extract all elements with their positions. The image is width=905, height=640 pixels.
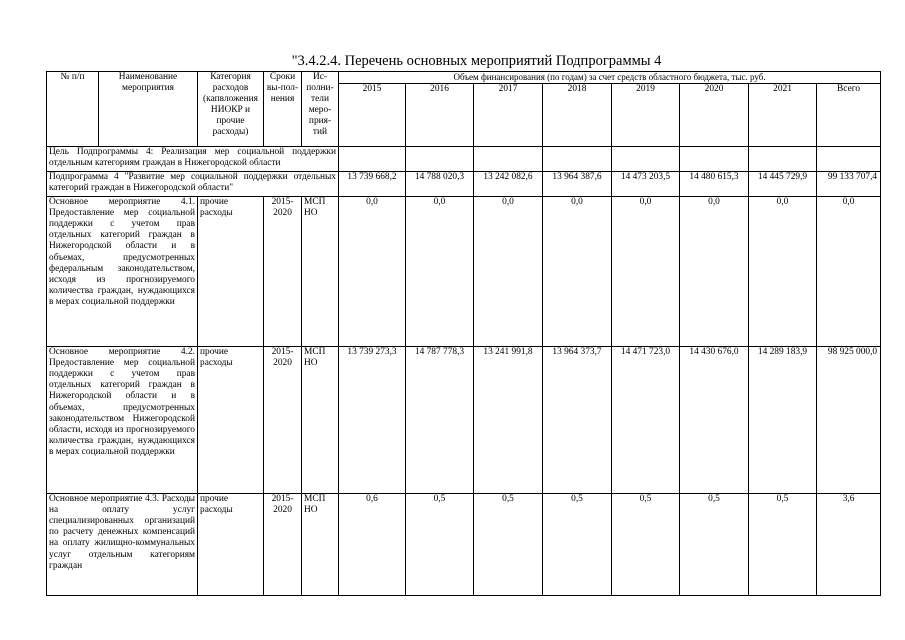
activity-total: 0,0 xyxy=(817,197,881,347)
table-row xyxy=(47,347,881,494)
header-funding: Объем финансирования (по годам) за счет средств областного бюджета, тыс. руб. xyxy=(339,72,881,84)
activity-value: 0,0 xyxy=(543,197,612,347)
activity-category: прочие расходы xyxy=(198,197,264,347)
program-label: Подпрограмма 4 "Развитие мер социальной поддержки отдельных категорий граждан в Нижегородской области" xyxy=(47,172,339,197)
program-value: 14 473 203,5 xyxy=(612,172,680,197)
document-title: "3.4.2.4. Перечень основных мероприятий Подпрограммы 4 xyxy=(291,53,662,69)
header-year: 2019 xyxy=(612,84,680,147)
activity-category: прочие расходы xyxy=(198,347,264,494)
activity-value: 0,5 xyxy=(474,494,543,596)
activity-total: 98 925 000,0 xyxy=(817,347,881,494)
header-year: 2021 xyxy=(749,84,817,147)
activity-name: Основное мероприятие 4.3. Расходы на оплату услуг специализированных организаций по расчету денежных компенсаций на оплату жилищно-коммунальных услуг отдельным категориям граждан xyxy=(47,494,198,596)
program-value: 14 788 020,3 xyxy=(406,172,474,197)
header-name: Наименование мероприятия xyxy=(99,72,198,147)
activity-total: 3,6 xyxy=(817,494,881,596)
activity-executors: МСП НО xyxy=(302,494,339,596)
activities-table xyxy=(46,71,881,596)
activity-value: 14 471 723,0 xyxy=(612,347,680,494)
program-value: 13 739 668,2 xyxy=(339,172,406,197)
activity-value: 0,6 xyxy=(339,494,406,596)
header-num: № п/п xyxy=(47,72,99,147)
header-year: 2020 xyxy=(680,84,749,147)
activity-value: 13 964 373,7 xyxy=(543,347,612,494)
activity-category: прочие расходы xyxy=(198,494,264,596)
activity-name: Основное мероприятие 4.2. Предоставление мер социальной поддержки с учетом прав отдельных категорий граждан в Нижегородской области и в объемах, предусмотренных законодательством Нижегородской области, исходя из прогнозируемого количества граждан, нуждающихся в мерах социальной поддержки xyxy=(47,347,198,494)
activity-name: Основное мероприятие 4.1. Предоставление мер социальной поддержки с учетом прав отдельных категорий граждан в Нижегородской области и в объемах, предусмотренных федеральным законодательством, исходя из прогнозируемого количества граждан, нуждающихся в мерах социальной поддержки xyxy=(47,197,198,347)
program-value: 13 242 082,6 xyxy=(474,172,543,197)
activity-value: 14 289 183,9 xyxy=(749,347,817,494)
header-category: Категория расходов (капвложения НИОКР и прочие расходы) xyxy=(198,72,264,147)
activity-value: 0,5 xyxy=(406,494,474,596)
activity-value: 13 739 273,3 xyxy=(339,347,406,494)
activity-value: 0,0 xyxy=(680,197,749,347)
activity-value: 0,0 xyxy=(406,197,474,347)
table-row xyxy=(47,197,881,347)
activity-value: 0,0 xyxy=(339,197,406,347)
activity-terms: 2015-2020 xyxy=(264,347,302,494)
program-value: 14 480 615,3 xyxy=(680,172,749,197)
goal-text: Цель Подпрограммы 4: Реализация мер социальной поддержки отдельным категориям граждан в Нижегородской области xyxy=(47,147,339,172)
activity-terms: 2015-2020 xyxy=(264,197,302,347)
header-terms: Сроки вы-пол-нения xyxy=(264,72,302,147)
header-executors: Ис-полни-тели меро-прия-тий xyxy=(302,72,339,147)
activity-value: 14 787 778,3 xyxy=(406,347,474,494)
activity-executors: МСП НО xyxy=(302,347,339,494)
activity-value: 0,0 xyxy=(474,197,543,347)
header-year: 2016 xyxy=(406,84,474,147)
activity-value: 0,5 xyxy=(680,494,749,596)
header-year: 2017 xyxy=(474,84,543,147)
header-total: Всего xyxy=(817,84,881,147)
activity-value: 0,0 xyxy=(612,197,680,347)
activity-value: 13 241 991,8 xyxy=(474,347,543,494)
header-year: 2015 xyxy=(339,84,406,147)
program-total: 99 133 707,4 xyxy=(817,172,881,197)
activity-value: 0,0 xyxy=(749,197,817,347)
header-year: 2018 xyxy=(543,84,612,147)
activity-value: 0,5 xyxy=(612,494,680,596)
activity-value: 0,5 xyxy=(749,494,817,596)
activity-value: 14 430 676,0 xyxy=(680,347,749,494)
program-value: 13 964 387,6 xyxy=(543,172,612,197)
activity-value: 0,5 xyxy=(543,494,612,596)
program-value: 14 445 729,9 xyxy=(749,172,817,197)
activity-executors: МСП НО xyxy=(302,197,339,347)
activity-terms: 2015-2020 xyxy=(264,494,302,596)
table-row xyxy=(47,494,881,596)
